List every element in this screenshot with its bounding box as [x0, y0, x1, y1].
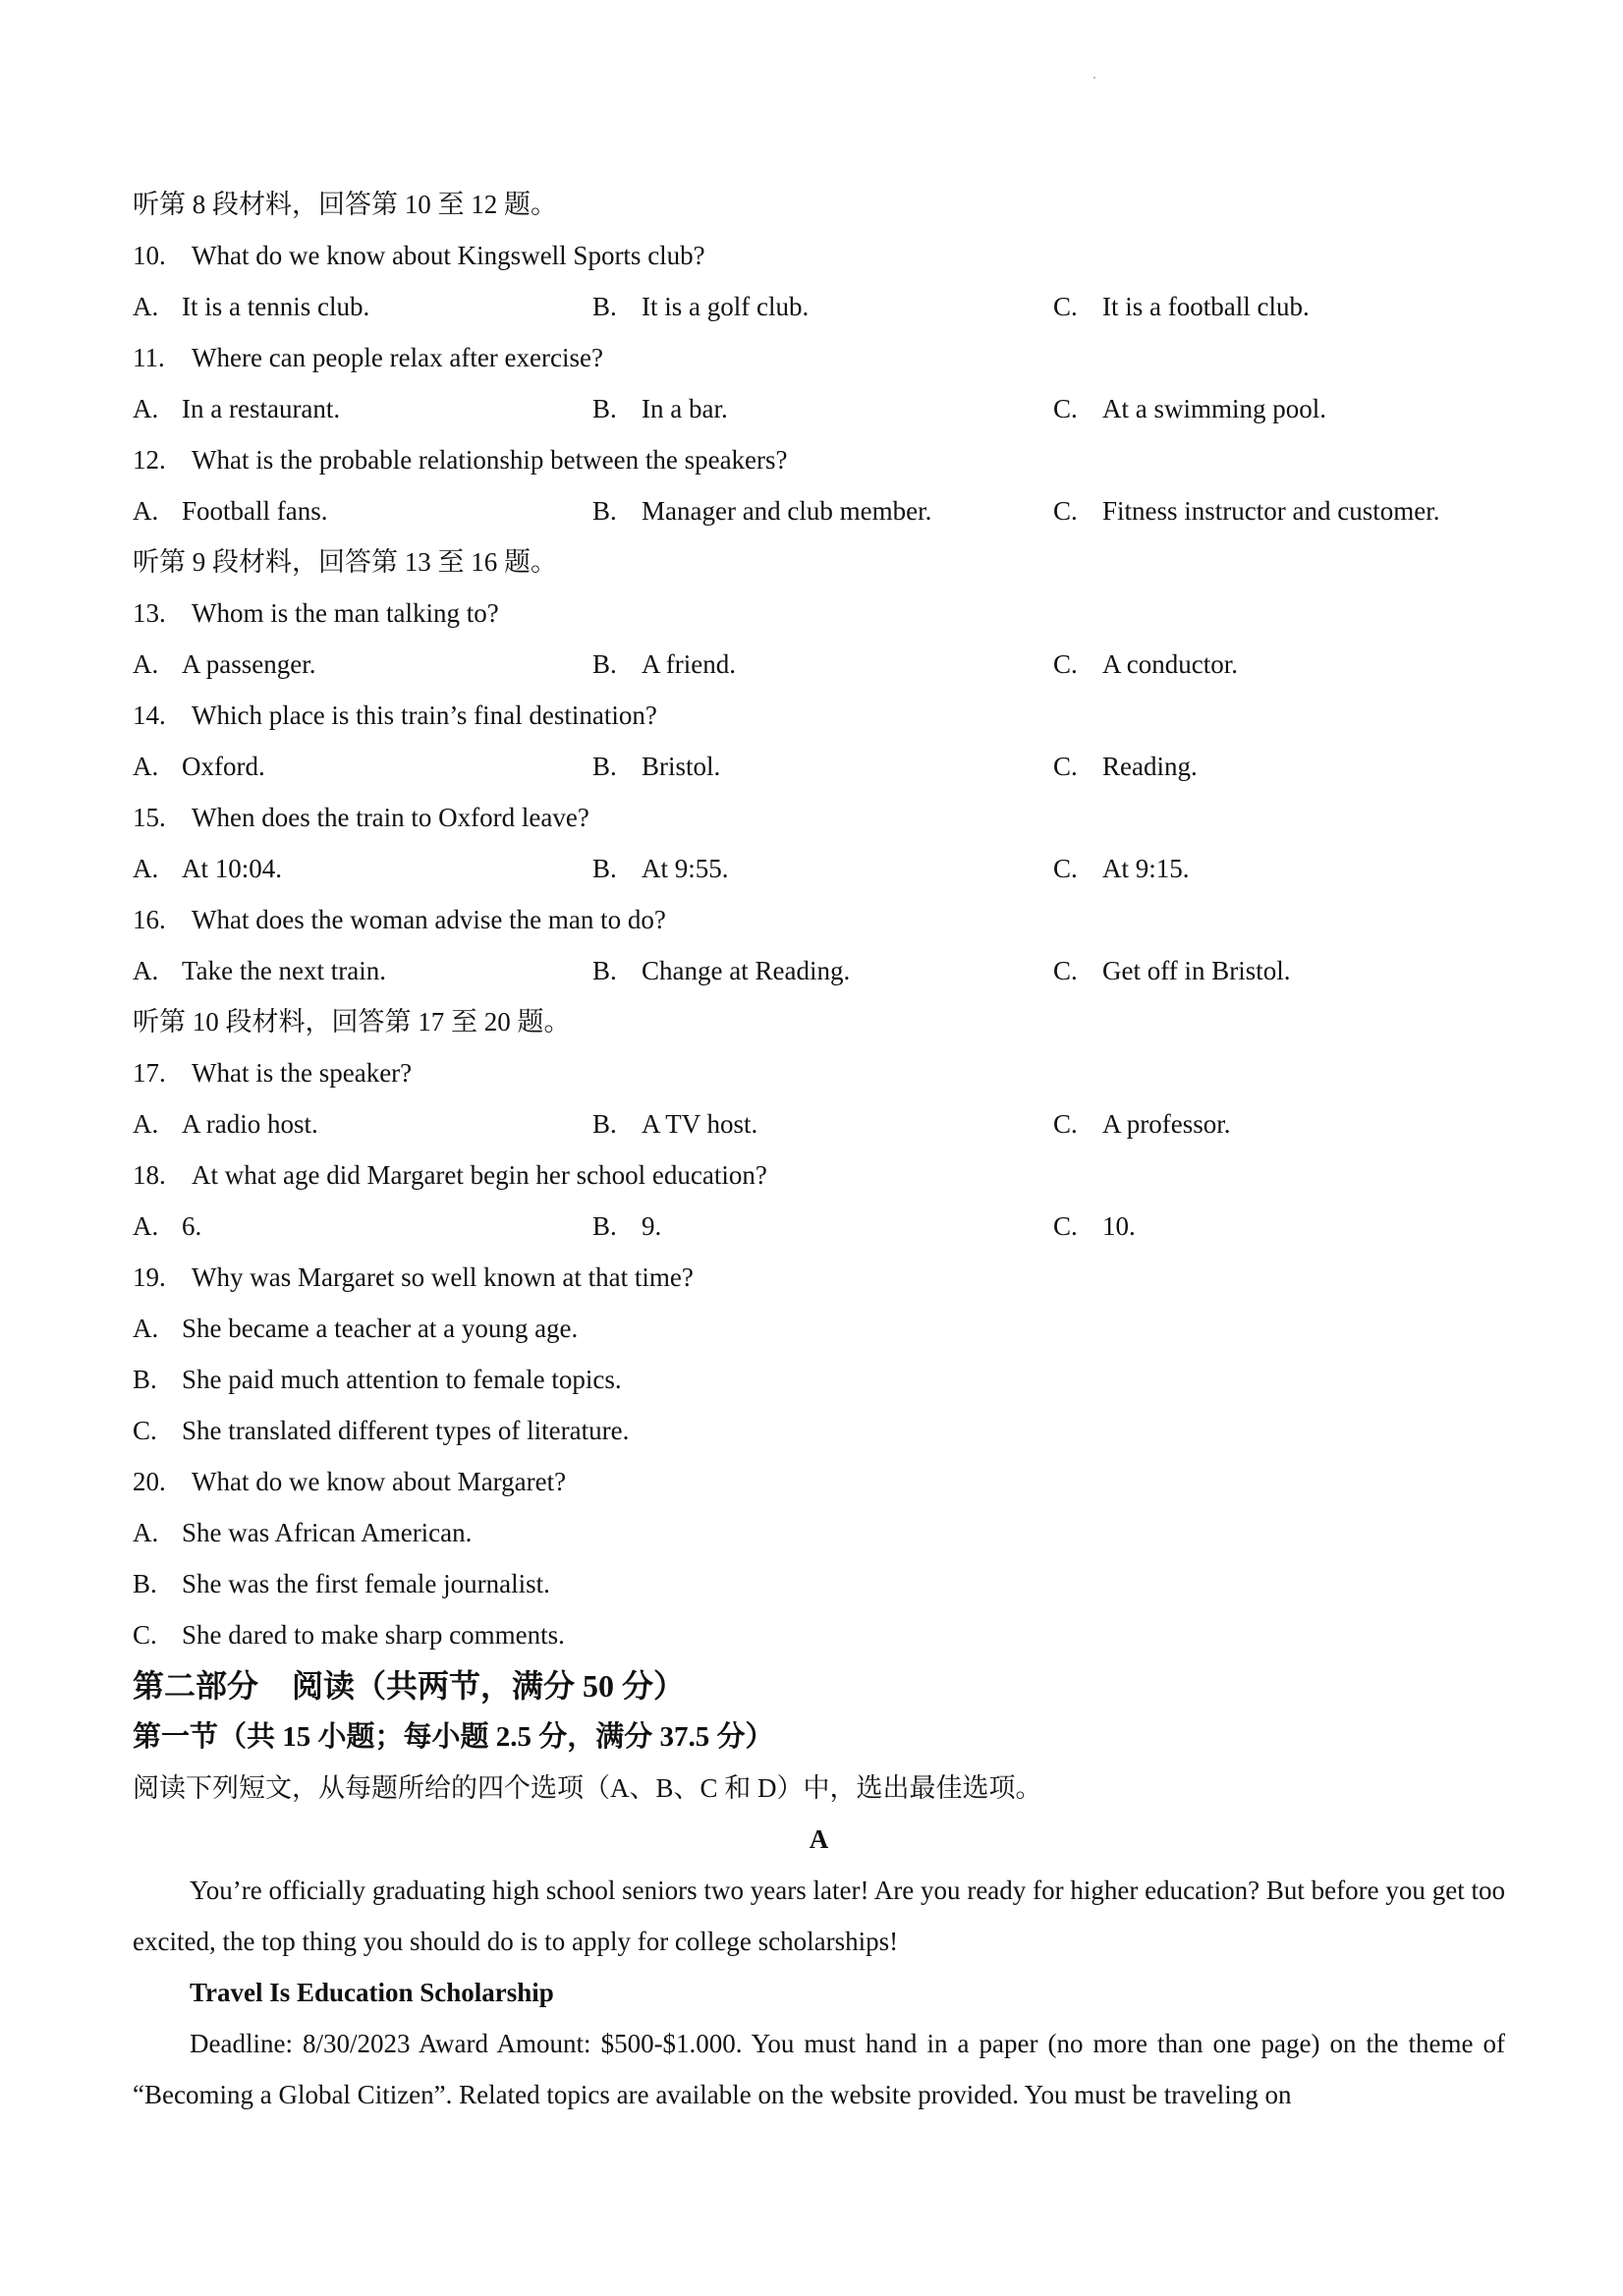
option-a — [133, 281, 369, 332]
option-marker: B. — [592, 292, 617, 321]
part-title: 阅读（共两节，满分 50 分） — [292, 1668, 686, 1704]
question-12 — [133, 434, 1505, 485]
option-c — [1053, 383, 1326, 434]
option-text: Take the next train. — [182, 956, 387, 985]
question-text: What is the speaker? — [192, 1058, 413, 1088]
option-marker: B. — [592, 496, 617, 526]
question-number: 11. — [133, 343, 165, 372]
option-b — [592, 383, 728, 434]
option-marker: A. — [133, 752, 159, 781]
option-b — [592, 639, 736, 690]
option-a — [133, 1098, 318, 1149]
option-c — [133, 1405, 629, 1456]
option-marker: B. — [592, 752, 617, 781]
section-9-instruction: 听第 9 段材料，回答第 13 至 16 题。 — [133, 547, 557, 577]
option-text: Oxford. — [182, 752, 265, 781]
question-19 — [133, 1252, 1505, 1303]
option-text: She became a teacher at a young age. — [182, 1314, 579, 1343]
question-number: 17. — [133, 1058, 166, 1088]
option-c — [133, 1609, 565, 1660]
question-15 — [133, 792, 1505, 843]
option-marker: C. — [1053, 854, 1078, 883]
option-text: A conductor. — [1102, 649, 1238, 679]
option-a — [133, 1507, 472, 1558]
option-b — [592, 741, 720, 792]
option-marker: A. — [133, 649, 159, 679]
option-text: 6. — [182, 1211, 202, 1241]
option-text: She was the first female journalist. — [182, 1569, 550, 1598]
option-a — [133, 741, 265, 792]
option-c — [1053, 1098, 1231, 1149]
question-11 — [133, 332, 1505, 383]
question-text: When does the train to Oxford leave? — [192, 803, 589, 832]
option-text: Manager and club member. — [642, 496, 932, 526]
option-b — [592, 1098, 757, 1149]
option-text: Reading. — [1102, 752, 1198, 781]
option-text: It is a football club. — [1102, 292, 1310, 321]
option-a — [133, 639, 315, 690]
option-text: A passenger. — [182, 649, 316, 679]
option-marker: A. — [133, 496, 159, 526]
question-number: 16. — [133, 905, 166, 934]
option-marker: B. — [592, 1109, 617, 1139]
reading-instructions: 阅读下列短文，从每题所给的四个选项（A、B、C 和 D）中，选出最佳选项。 — [133, 1773, 1042, 1803]
question-text: Where can people relax after exercise? — [192, 343, 603, 372]
section-10-instruction: 听第 10 段材料，回答第 17 至 20 题。 — [133, 1007, 571, 1036]
question-text: Why was Margaret so well known at that time? — [192, 1262, 694, 1292]
option-text: Bristol. — [642, 752, 721, 781]
option-text: It is a golf club. — [642, 292, 810, 321]
question-10-options — [133, 281, 1505, 332]
option-text: She was African American. — [182, 1518, 473, 1547]
option-marker: B. — [592, 394, 617, 423]
option-text: 9. — [642, 1211, 662, 1241]
option-text: Fitness instructor and customer. — [1102, 496, 1440, 526]
option-marker: A. — [133, 1518, 159, 1547]
question-19-option-c — [133, 1405, 1505, 1456]
option-marker: B. — [133, 1365, 157, 1394]
question-text: Whom is the man talking to? — [192, 598, 499, 628]
option-marker: A. — [133, 292, 159, 321]
option-marker: C. — [1053, 1109, 1078, 1139]
option-c — [1053, 1201, 1136, 1252]
option-marker: C. — [1053, 649, 1078, 679]
option-a — [133, 1303, 578, 1354]
passage-letter: A — [809, 1824, 829, 1854]
option-a — [133, 945, 386, 996]
option-c — [1053, 843, 1190, 894]
option-marker: C. — [1053, 1211, 1078, 1241]
option-a — [133, 485, 328, 536]
passage-intro: You’re officially graduating high school seniors two years later! Are you ready for higher education? But before you get too excited, the top thing you should do is to apply for college scholarships! — [133, 1876, 1505, 1956]
option-text: At 9:15. — [1102, 854, 1190, 883]
option-text: In a restaurant. — [182, 394, 341, 423]
option-c — [1053, 945, 1291, 996]
question-14 — [133, 690, 1505, 741]
option-text: Get off in Bristol. — [1102, 956, 1291, 985]
option-c — [1053, 485, 1439, 536]
question-16-options — [133, 945, 1505, 996]
option-b — [592, 1201, 661, 1252]
option-marker: C. — [133, 1620, 157, 1650]
option-text: At 10:04. — [182, 854, 283, 883]
option-b — [592, 843, 729, 894]
option-text: In a bar. — [642, 394, 728, 423]
option-marker: A. — [133, 1314, 159, 1343]
question-13 — [133, 588, 1505, 639]
option-text: 10. — [1102, 1211, 1136, 1241]
option-marker: C. — [1053, 752, 1078, 781]
option-marker: B. — [592, 1211, 617, 1241]
question-text: Which place is this train’s final destination? — [192, 700, 657, 730]
question-14-options — [133, 741, 1505, 792]
option-c — [1053, 741, 1198, 792]
question-number: 13. — [133, 598, 166, 628]
option-a — [133, 1201, 201, 1252]
option-marker: C. — [1053, 496, 1078, 526]
question-17-options — [133, 1098, 1505, 1149]
option-marker: C. — [1053, 292, 1078, 321]
option-c — [1053, 281, 1310, 332]
question-17 — [133, 1047, 1505, 1098]
question-number: 10. — [133, 241, 166, 270]
option-marker: A. — [133, 854, 159, 883]
question-text: What do we know about Kingswell Sports club? — [192, 241, 705, 270]
option-marker: C. — [1053, 394, 1078, 423]
question-number: 14. — [133, 700, 166, 730]
option-marker: A. — [133, 1211, 159, 1241]
option-text: A radio host. — [182, 1109, 318, 1139]
option-b — [133, 1558, 550, 1609]
option-text: It is a tennis club. — [182, 292, 370, 321]
question-text: What do we know about Margaret? — [192, 1467, 567, 1496]
question-text: What does the woman advise the man to do? — [192, 905, 666, 934]
question-19-option-b — [133, 1354, 1505, 1405]
part-label: 第二部分 — [133, 1668, 259, 1704]
scan-speck — [1093, 77, 1095, 79]
question-text: What is the probable relationship between the speakers? — [192, 445, 788, 475]
option-text: Change at Reading. — [642, 956, 851, 985]
option-b — [133, 1354, 622, 1405]
scholarship-title: Travel Is Education Scholarship — [190, 1978, 554, 2007]
question-20 — [133, 1456, 1505, 1507]
section-one-heading: 第一节（共 15 小题；每小题 2.5 分，满分 37.5 分） — [133, 1721, 774, 1753]
question-20-option-b — [133, 1558, 1505, 1609]
question-20-option-c — [133, 1609, 1505, 1660]
question-number: 18. — [133, 1160, 166, 1190]
option-a — [133, 843, 282, 894]
option-marker: B. — [592, 854, 617, 883]
question-15-options — [133, 843, 1505, 894]
option-marker: B. — [592, 649, 617, 679]
question-18 — [133, 1149, 1505, 1201]
option-text: She paid much attention to female topics. — [182, 1365, 622, 1394]
question-10 — [133, 230, 1505, 281]
question-20-option-a — [133, 1507, 1505, 1558]
option-text: At 9:55. — [642, 854, 729, 883]
option-marker: B. — [592, 956, 617, 985]
option-b — [592, 945, 850, 996]
option-marker: B. — [133, 1569, 157, 1598]
question-18-options — [133, 1201, 1505, 1252]
question-number: 19. — [133, 1262, 166, 1292]
option-text: A friend. — [642, 649, 736, 679]
option-a — [133, 383, 340, 434]
option-text: A professor. — [1102, 1109, 1231, 1139]
option-b — [592, 485, 931, 536]
option-marker: A. — [133, 956, 159, 985]
question-number: 12. — [133, 445, 166, 475]
option-text: Football fans. — [182, 496, 328, 526]
option-marker: A. — [133, 394, 159, 423]
option-text: A TV host. — [642, 1109, 758, 1139]
option-text: She dared to make sharp comments. — [182, 1620, 565, 1650]
question-13-options — [133, 639, 1505, 690]
question-number: 20. — [133, 1467, 166, 1496]
option-text: She translated different types of literature. — [182, 1416, 630, 1445]
section-8-instruction: 听第 8 段材料，回答第 10 至 12 题。 — [133, 190, 557, 219]
option-c — [1053, 639, 1238, 690]
option-marker: A. — [133, 1109, 159, 1139]
question-19-option-a — [133, 1303, 1505, 1354]
option-marker: C. — [1053, 956, 1078, 985]
option-marker: C. — [133, 1416, 157, 1445]
part-two-heading — [133, 1660, 1505, 1711]
question-12-options — [133, 485, 1505, 536]
option-b — [592, 281, 809, 332]
question-16 — [133, 894, 1505, 945]
question-11-options — [133, 383, 1505, 434]
question-text: At what age did Margaret begin her school education? — [192, 1160, 767, 1190]
scholarship-body: Deadline: 8/30/2023 Award Amount: $500-$1.000. You must hand in a paper (no more than one page) on the theme of “Becoming a Global Citizen”. Related topics are available on the website provided. You must be traveling on — [133, 2029, 1505, 2109]
question-number: 15. — [133, 803, 166, 832]
option-text: At a swimming pool. — [1102, 394, 1326, 423]
